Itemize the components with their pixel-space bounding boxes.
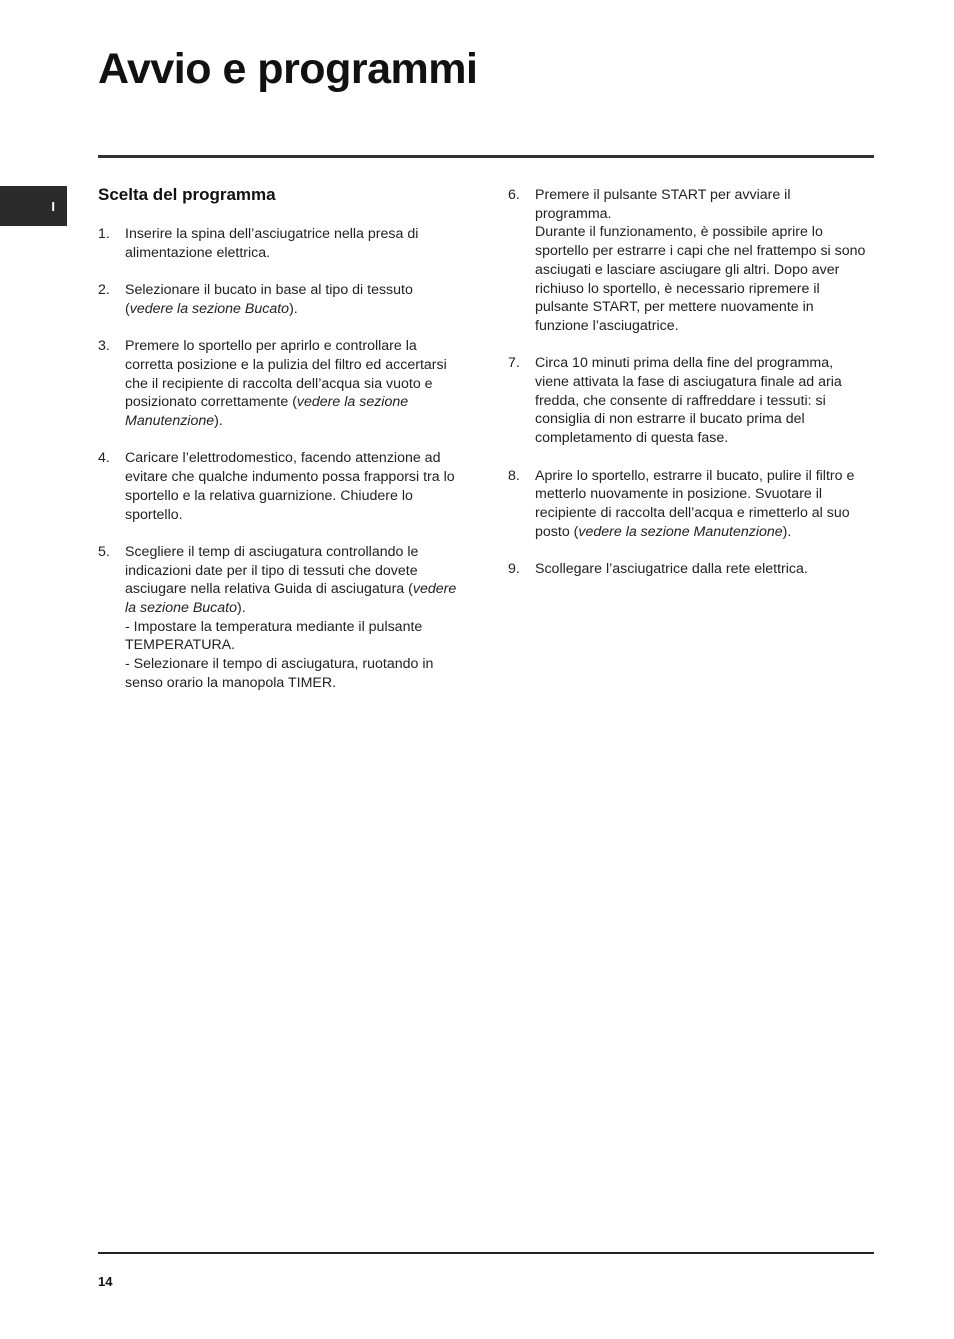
right-column xyxy=(508,186,870,597)
step-number: 9. xyxy=(508,561,520,578)
step-number: 3. xyxy=(98,338,110,355)
step-text-end: ). xyxy=(214,413,223,429)
page-number: 14 xyxy=(98,1274,113,1289)
step-item-7 xyxy=(508,354,870,448)
step-text: Scollegare l’asciugatrice dalla rete elettrica. xyxy=(535,561,808,578)
step-reference: vedere la sezione Manutenzione xyxy=(125,394,409,429)
left-column xyxy=(98,184,460,711)
step-text: Aprire lo sportello, estrarre il bucato, pulire il filtro e metterlo nuovamente in posizione. Svuotare il recipiente di raccolta dell’acqua e rimetterlo al suo posto ( xyxy=(535,467,855,540)
step-reference: vedere la sezione Bucato xyxy=(125,581,457,616)
step-item-2 xyxy=(98,281,460,318)
section-heading: Scelta del programma xyxy=(98,185,276,204)
step-number: 7. xyxy=(508,355,520,372)
steps-list-left xyxy=(98,225,460,693)
step-number: 8. xyxy=(508,467,520,484)
step-reference: vedere la sezione Manutenzione xyxy=(578,523,783,540)
step-item-3 xyxy=(98,337,460,431)
step-number: 1. xyxy=(98,226,110,242)
step-text-end: ). xyxy=(289,300,298,317)
step-text: Premere lo sportello per aprirlo e controllare la corretta posizione e la pulizia del filtro ed accertarsi che il recipiente di raccolta dell’acqua sia vuoto e posizionato correttamente ( xyxy=(125,338,447,411)
step-number: 2. xyxy=(98,282,110,299)
step-subline: Durante il funzionamento, è possibile aprire lo sportello per estrarre i capi che nel frattempo si sono asciugati e lasciare asciugare gli altri. Dopo aver richiuso lo sportello, è necessario ripremere il pulsante START, per mettere nuovamente in funzione l’asciugatrice. xyxy=(535,224,866,334)
step-subline-timer: - Selezionare il tempo di asciugatura, ruotando in senso orario la manopola TIMER. xyxy=(125,656,434,691)
step-item-1 xyxy=(98,225,460,262)
language-tab-label: I xyxy=(51,198,55,214)
step-item-4 xyxy=(98,449,460,524)
step-text: Inserire la spina dell’asciugatrice nella presa di alimentazione elettrica. xyxy=(125,226,419,261)
bottom-divider xyxy=(98,1252,874,1254)
step-text-end: ). xyxy=(782,523,792,540)
step-text-end: ). xyxy=(237,600,246,616)
step-number: 6. xyxy=(508,187,520,203)
step-number: 5. xyxy=(98,543,110,560)
step-reference: vedere la sezione Bucato xyxy=(129,300,290,317)
step-text: Premere il pulsante START per avviare il programma. xyxy=(535,187,791,222)
page-title: Avvio e programmi xyxy=(98,45,478,93)
step-text: Caricare l’elettrodomestico, facendo attenzione ad evitare che qualche indumento possa frapporsi tra lo sportello e la relativa guarnizione. Chiudere lo sportello. xyxy=(125,450,455,523)
step-text: Selezionare il bucato in base al tipo di tessuto ( xyxy=(125,282,413,317)
step-item-8 xyxy=(508,467,870,542)
language-tab xyxy=(0,186,67,226)
step-number: 4. xyxy=(98,450,110,467)
step-text: Circa 10 minuti prima della fine del programma, viene attivata la fase di asciugatura finale ad aria fredda, che consente di raffreddare i tessuti: si consiglia di non estrarre il bucato prima del completamento di questa fase. xyxy=(535,355,842,447)
steps-list-right xyxy=(508,186,870,579)
step-item-9 xyxy=(508,560,870,579)
step-subline-temperature: - Impostare la temperatura mediante il pulsante TEMPERATURA. xyxy=(125,618,423,654)
step-text: Scegliere il temp di asciugatura controllando le indicazioni date per il tipo di tessuti che dovete asciugare nella relativa Guida di asciugatura ( xyxy=(125,543,419,598)
step-item-6 xyxy=(508,186,870,336)
step-item-5 xyxy=(98,543,460,693)
top-divider xyxy=(98,155,874,158)
